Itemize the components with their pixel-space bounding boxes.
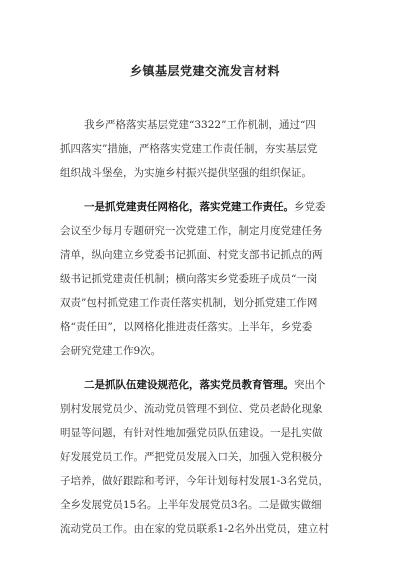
paragraph-3-line-5: 子培养，做好跟踪和考评，今年计划每村发展1-3名党员， <box>60 475 329 487</box>
paragraph-2-line-2: 会议至少每月专题研究一次党建工作，制定月度党建任务 <box>60 225 323 237</box>
paragraph-2-line-1 <box>84 200 326 214</box>
paragraph-2-line-4: 级书记抓党建责任机制；横向落实乡党委班子成员“一岗 <box>60 273 318 285</box>
paragraph-2-line-5: 双责”包村抓党建工作责任落实机制，划分抓党建工作网 <box>60 297 318 309</box>
paragraph-1-line-1: 我乡严格落实基层党建“3322”工作机制，通过“四 <box>84 119 316 131</box>
document-title: 乡镇基层党建交流发言材料 <box>129 64 280 78</box>
paragraph-3-line-4: 好发展党员工作。严把党员发展入口关，加强入党积极分 <box>60 451 323 463</box>
paragraph-3-line-6: 全乡发展党员15名。上半年发展党员3名。二是做实做细 <box>60 499 322 511</box>
paragraph-2-heading: 一是抓党建责任网格化，落实党建工作责任。 <box>84 201 294 213</box>
paragraph-3-heading: 二是抓队伍建设规范化，落实党员教育管理。 <box>84 379 294 391</box>
paragraph-3-line-2: 别村发展党员少、流动党员管理不到位、党员老龄化现象 <box>60 403 323 415</box>
paragraph-1-line-3: 组织战斗堡垒，为实施乡村振兴提供坚强的组织保证。 <box>60 167 312 179</box>
paragraph-3-line-1-rest: 突出个 <box>294 379 326 391</box>
paragraph-2-line-3: 清单，纵向建立乡党委书记抓面、村党支部书记抓点的两 <box>60 249 323 261</box>
paragraph-2-line-7: 会研究党建工作9次。 <box>60 345 162 357</box>
paragraph-3-line-3: 明显等问题，有针对性地加强党员队伍建设。一是扎实做 <box>60 427 323 439</box>
paragraph-3-line-1 <box>84 378 326 392</box>
paragraph-1-line-2: 抓四落实”措施，严格落实党建工作责任制，夯实基层党 <box>60 143 318 155</box>
paragraph-2-line-6: 格“责任田”，以网格化推进责任落实。上半年，乡党委 <box>60 321 313 333</box>
paragraph-2-line-1-rest: 乡党委 <box>294 201 326 213</box>
paragraph-3-line-7: 流动党员工作。由在家的党员联系1-2名外出党员，建立村 <box>60 523 329 535</box>
